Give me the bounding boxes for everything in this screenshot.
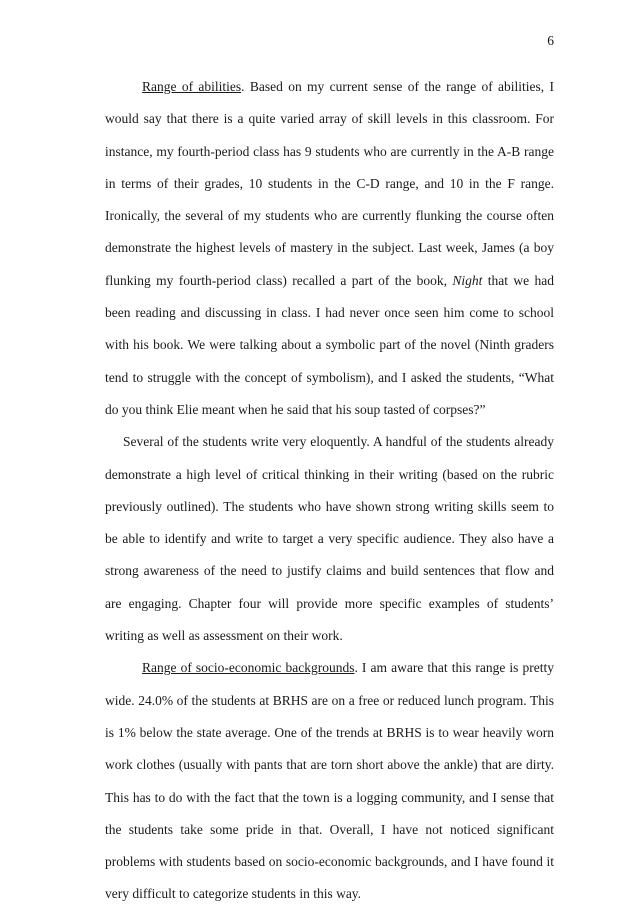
section-heading-abilities: Range of abilities (142, 79, 242, 94)
page-number: 6 (547, 33, 554, 48)
paragraph-range-of-abilities (105, 71, 554, 426)
book-title: Night (452, 272, 483, 288)
section-heading-socio-economic: Range of socio-economic backgrounds (142, 660, 355, 676)
paragraph-text: . I am aware that this range is pretty wide. 24.0% of the students at BRHS are on a free or reduced lunch program. This is 1% below the state average. One of the trends at BRHS is to wear heavily worn work clothes (usually with pants that are torn short above the ankle) that are dirty. This has to do with the fact that the town is a logging community, and I sense that the students take some pride in that. Overall, I have not noticed significant problems with students based on socio-economic backgrounds, and I have found it very difficult to categorize students in this way. (105, 660, 555, 902)
paragraph-writing-skills: Several of the students write very eloquently. A handful of the students already demonstrate a high level of critical thinking in their writing (based on the rubric previously outlined). The students who have shown strong writing skills seem to be able to identify and write to target a very specific audience. They also have a strong awareness of the need to justify claims and build sentences that flow and are engaging. Chapter four will provide more specific examples of students’ writing as well as assessment on their work. (105, 434, 554, 644)
document-body (105, 71, 554, 911)
paragraph-socio-economic (105, 652, 554, 910)
paragraph-text: . Based on my current sense of the range of abilities, I would say that there is a quite varied array of skill levels in this classroom. For instance, my fourth-period class has 9 students who are currently in the A-B range in terms of their grades, 10 students in the C-D range, and 10 in the F range. Ironically, the several of my students who are currently flunking the course often demonstrate the highest levels of mastery in the subject. Last week, James (a boy flunking my fourth-period class) recalled a part of the book, (105, 79, 554, 288)
paragraph-text: that we had been reading and discussing in class. I had never once seen him come to school with his book. We were talking about a symbolic part of the novel (Ninth graders tend to struggle with the concept of symbolism), and I asked the students, “What do you think Elie meant when he said that his soup tasted of corpses?” (105, 272, 554, 417)
